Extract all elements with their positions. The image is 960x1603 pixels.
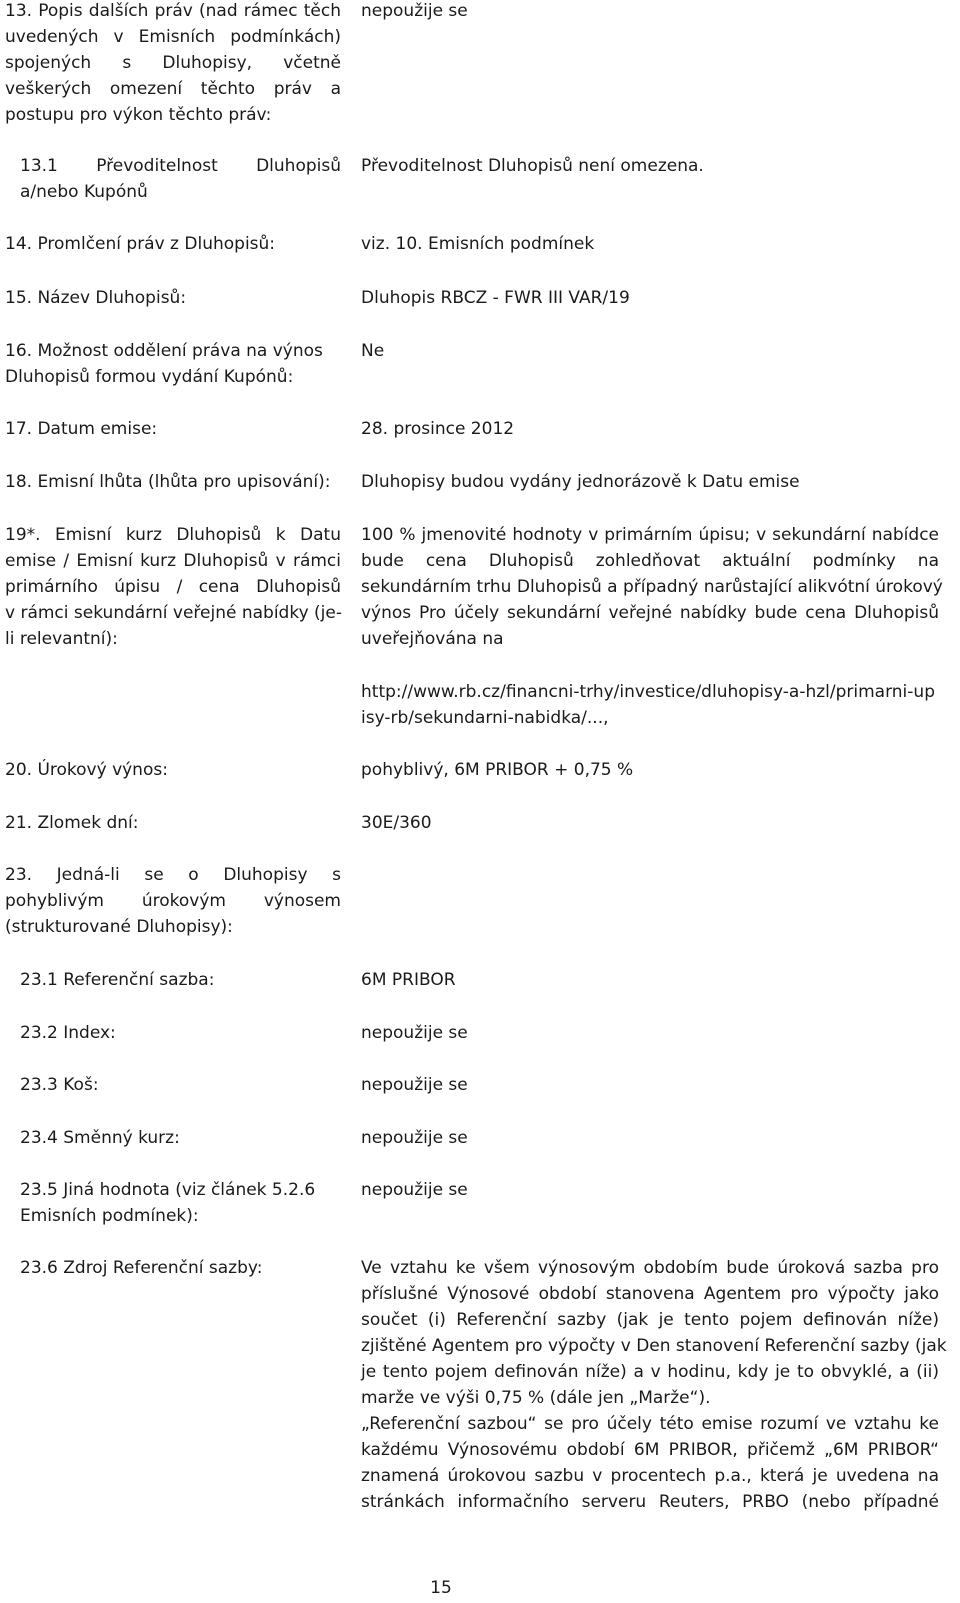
section-23-label — [5, 862, 341, 940]
value-line: každému Výnosovému období 6M PRIBOR, přičemž „6M PRIBOR“ — [361, 1440, 939, 1460]
value-line: výnos Pro účely sekundární veřejné nabídky bude cena Dluhopisů — [361, 603, 939, 623]
label-line: Dluhopisů formou vydání Kupónů: — [5, 367, 294, 387]
section-14-label: 14. Promlčení práv z Dluhopisů: — [5, 234, 276, 254]
label-line: Emisních podmínek): — [20, 1206, 199, 1226]
label-line: 16. Možnost oddělení práva na výnos — [5, 341, 323, 361]
label-line: uvedených v Emisních podmínkách) — [5, 27, 341, 47]
section-21-value: 30E/360 — [361, 813, 432, 833]
secondary-offer-url — [361, 679, 939, 731]
page-number: 15 — [430, 1578, 452, 1598]
label-line: spojených s Dluhopisy, včetně — [5, 53, 341, 73]
value-line: 100 % jmenovité hodnoty v primárním úpisu; v sekundární nabídce — [361, 525, 939, 545]
section-20-label: 20. Úrokový výnos: — [5, 760, 168, 780]
section-19-value — [361, 522, 943, 652]
section-16-value: Ne — [361, 341, 385, 361]
section-13-value: nepoužije se — [361, 1, 468, 21]
value-line: součet (i) Referenční sazby (jak je tento pojem definován níže) — [361, 1310, 939, 1330]
label-line: li relevantní): — [5, 629, 118, 649]
section-18-value: Dluhopisy budou vydány jednorázově k Datu emise — [361, 472, 800, 492]
section-23-2-label: 23.2 Index: — [20, 1023, 116, 1043]
label-line: 23. Jedná-li se o Dluhopisy s — [5, 865, 341, 885]
value-line: „Referenční sazbou“ se pro účely této emise rozumí ve vztahu ke — [361, 1414, 939, 1434]
label-line: a/nebo Kupónů — [20, 182, 148, 202]
section-23-4-value: nepoužije se — [361, 1128, 468, 1148]
section-19-label — [5, 522, 341, 652]
label-line: 23.5 Jiná hodnota (viz článek 5.2.6 — [20, 1180, 316, 1200]
section-23-3-label: 23.3 Koš: — [20, 1075, 99, 1095]
url-suffix: , — [603, 708, 609, 728]
label-line: 19*. Emisní kurz Dluhopisů k Datu — [5, 525, 341, 545]
value-line: zjištěné Agentem pro výpočty v Den stanovení Referenční sazby (jak — [361, 1336, 947, 1356]
value-line: stránkách informačního serveru Reuters, PRBO (nebo případné — [361, 1492, 939, 1512]
label-line: veškerých omezení těchto práv a — [5, 79, 341, 99]
section-23-5-label — [20, 1177, 341, 1229]
section-16-label — [5, 338, 341, 390]
value-line: uveřejňována na — [361, 629, 504, 649]
label-line: 13. Popis dalších práv (nad rámec těch — [5, 1, 341, 21]
section-23-4-label: 23.4 Směnný kurz: — [20, 1128, 180, 1148]
section-23-2-value: nepoužije se — [361, 1023, 468, 1043]
url-link[interactable]: http://www.rb.cz/financni-trhy/investice/dluhopisy-a-hzl/primarni-upisy-rb/sekundarni-nabidka/... — [361, 682, 935, 728]
section-13-1-label — [20, 153, 341, 205]
section-17-value: 28. prosince 2012 — [361, 419, 515, 439]
section-23-1-value: 6M PRIBOR — [361, 970, 456, 990]
section-20-value: pohyblivý, 6M PRIBOR + 0,75 % — [361, 760, 634, 780]
value-line: znamená úrokovou sazbu v procentech p.a., která je uvedena na — [361, 1466, 939, 1486]
value-line: Ve vztahu ke všem výnosovým obdobím bude úroková sazba pro — [361, 1258, 939, 1278]
section-15-label: 15. Název Dluhopisů: — [5, 288, 187, 308]
label-line: 13.1 Převoditelnost Dluhopisů — [20, 156, 341, 176]
label-line: postupu pro výkon těchto práv: — [5, 105, 272, 125]
value-line: sekundárním trhu Dluhopisů a případný narůstající alikvótní úrokový — [361, 577, 943, 597]
section-23-6-label: 23.6 Zdroj Referenční sazby: — [20, 1258, 263, 1278]
label-line: v rámci sekundární veřejné nabídky (je- — [5, 603, 342, 623]
section-18-label: 18. Emisní lhůta (lhůta pro upisování): — [5, 472, 331, 492]
section-17-label: 17. Datum emise: — [5, 419, 158, 439]
section-23-6-value — [361, 1255, 947, 1515]
value-line: marže ve výši 0,75 % (dále jen „Marže“). — [361, 1388, 711, 1408]
section-13-1-value: Převoditelnost Dluhopisů není omezena. — [361, 156, 704, 176]
label-line: emise / Emisní kurz Dluhopisů v rámci — [5, 551, 341, 571]
label-line: primárního úpisu / cena Dluhopisů — [5, 577, 341, 597]
section-15-value: Dluhopis RBCZ - FWR III VAR/19 — [361, 288, 630, 308]
label-line: pohyblivým úrokovým výnosem — [5, 891, 341, 911]
section-23-3-value: nepoužije se — [361, 1075, 468, 1095]
value-line: je tento pojem definován níže) a v hodinu, kdy je to obvyklé, a (ii) — [361, 1362, 939, 1382]
value-line: bude cena Dluhopisů zohledňovat aktuální podmínky na — [361, 551, 939, 571]
label-line: (strukturované Dluhopisy): — [5, 917, 233, 937]
section-14-value: viz. 10. Emisních podmínek — [361, 234, 595, 254]
section-23-1-label: 23.1 Referenční sazba: — [20, 970, 215, 990]
section-21-label: 21. Zlomek dní: — [5, 813, 139, 833]
section-23-5-value: nepoužije se — [361, 1180, 468, 1200]
value-line: příslušné Výnosové období stanovena Agentem pro výpočty jako — [361, 1284, 939, 1304]
section-13-label — [5, 0, 341, 128]
